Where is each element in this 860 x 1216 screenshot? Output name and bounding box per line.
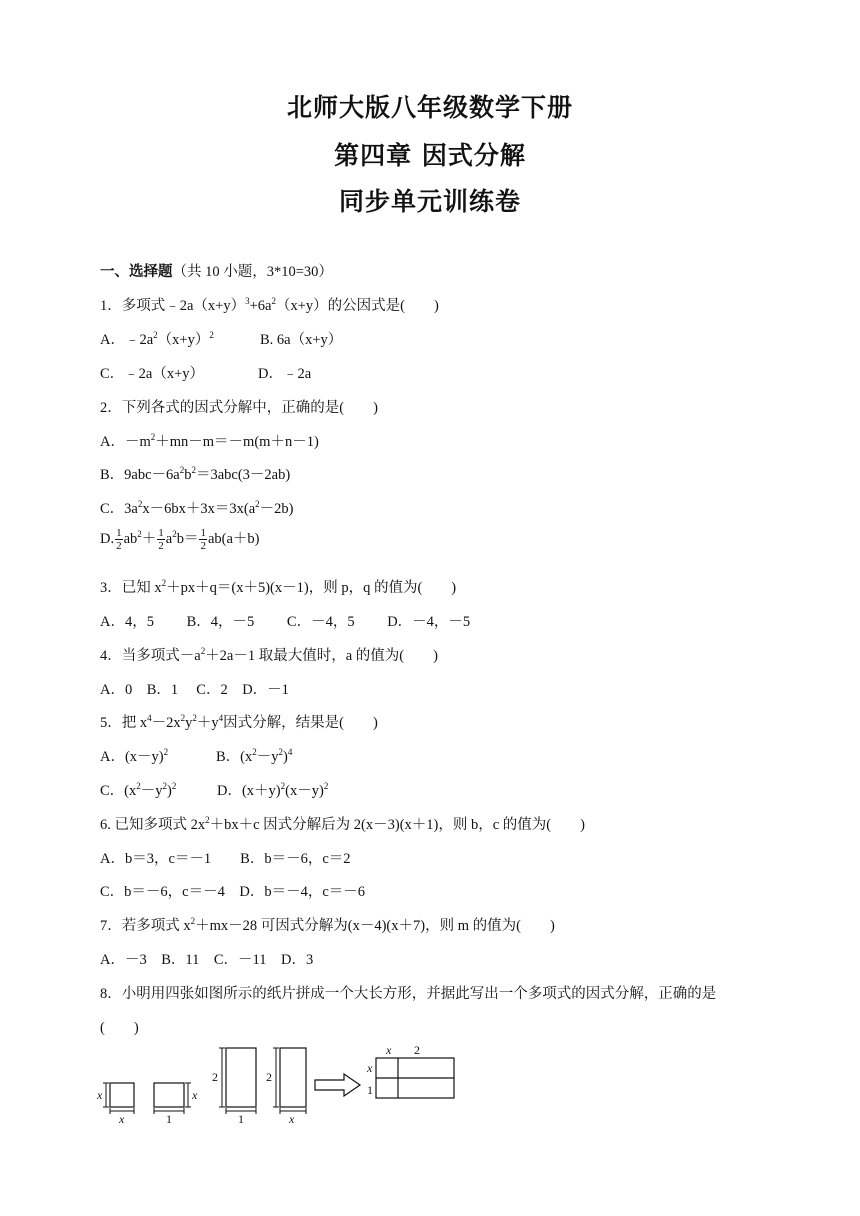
section-title: 一、选择题 bbox=[100, 264, 173, 280]
svg-text:x: x bbox=[192, 1088, 198, 1102]
question-5-options-cd: C．$(x^2-y^2)^2$ D．$(x+y)^2(x-y)^2$ bbox=[100, 781, 329, 799]
question-2-stem: 2．下列各式的因式分解中，正确的是( ) bbox=[100, 400, 378, 416]
square-piece-x-by-x bbox=[96, 1083, 134, 1124]
title-line-1: 北师大版八年级数学下册 bbox=[286, 93, 573, 122]
question-1-stem: 1．多项式$﹣2a(x+y)^3+6a^2(x+y)$的公因式是( ) bbox=[100, 296, 439, 314]
question-1-options-cd bbox=[100, 362, 312, 383]
title-line-3: 同步单元训练卷 bbox=[338, 187, 521, 216]
question-2-option-c: C．$3a^2x-6bx+3x=3x(a^2-2b)$ bbox=[100, 499, 294, 517]
rectangle-piece-2-by-x bbox=[266, 1048, 306, 1124]
question-7-options: A．－3 B．11 C．－11 D．3 bbox=[100, 952, 314, 968]
question-3-stem: 3．已知 $x^2+px+q=(x+5)(x-1)$，则 p，q 的值为( ) bbox=[100, 578, 457, 596]
svg-text:2: 2 bbox=[266, 1070, 272, 1084]
arrow-right-icon bbox=[315, 1074, 360, 1096]
question-8-stem: 8．小明用四张如图所示的纸片拼成一个大长方形，并据此写出一个多项式的因式分解，正确的是 bbox=[100, 986, 717, 1002]
svg-text:1: 1 bbox=[367, 1083, 373, 1097]
fraction-half: $\frac{1}{2}$ bbox=[116, 527, 122, 553]
option-a: A．﹣2a bbox=[100, 332, 154, 348]
question-8-paren: ( ) bbox=[100, 1020, 139, 1036]
question-6-options-ab: A．b＝3，c＝－1 B．b＝－6，c＝2 bbox=[100, 851, 351, 867]
question-2-option-b: B．$9abc-6a^2b^2=3abc(3-2ab)$ bbox=[100, 465, 291, 483]
question-5-options-ab: A．$(x-y)^2$ B．$(x^2-y^2)^4$ bbox=[100, 747, 293, 765]
svg-text:1: 1 bbox=[238, 1112, 244, 1124]
question-4-options: A．0 B．1 C．2 D．－1 bbox=[100, 682, 289, 698]
rectangle-piece-1-by-x bbox=[154, 1083, 198, 1124]
svg-text:2: 2 bbox=[414, 1043, 420, 1057]
option-c: C．﹣2a（x+y） bbox=[100, 366, 205, 382]
question-6-stem: 6. 已知多项式 $2x^2+bx+c$ 因式分解后为 2(x－3)(x＋1)，则 b，c 的值为( ) bbox=[100, 815, 585, 833]
question-1-options-ab: A．$﹣2a^2(x+y)^2$ B. 6a（x+y） bbox=[100, 328, 214, 349]
option-b: B. 6a（x+y） bbox=[260, 332, 343, 348]
svg-text:2: 2 bbox=[212, 1070, 218, 1084]
section-heading bbox=[100, 260, 333, 281]
svg-text:x: x bbox=[386, 1043, 392, 1057]
question-7-stem: 7．若多项式 $x^2+mx-28$ 可因式分解为(x－4)(x＋7)，则 m 的值为( ) bbox=[100, 916, 555, 934]
combined-rectangle bbox=[366, 1043, 454, 1098]
svg-text:x: x bbox=[289, 1112, 295, 1124]
section-note: （共 10 小题，3*10=30） bbox=[172, 264, 333, 280]
option-d: D．﹣2a bbox=[258, 366, 312, 382]
question-2-option-d: D. $\frac{1}{2}$ $ab^2+$ $\frac{1}{2}$ $a^2b=$ $\frac{1}{2}$ ab(a＋b) bbox=[100, 527, 260, 553]
svg-text:x: x bbox=[119, 1112, 125, 1124]
svg-text:x: x bbox=[367, 1061, 373, 1075]
paper-pieces-figure bbox=[96, 1038, 466, 1124]
svg-text:1: 1 bbox=[166, 1112, 172, 1124]
question-6-options-cd: C．b＝－6，c＝－4 D．b＝－4，c＝－6 bbox=[100, 884, 366, 900]
rectangle-piece-2-by-1 bbox=[212, 1048, 256, 1124]
title-line-2: 第四章 因式分解 bbox=[334, 141, 526, 170]
fraction-half: $\frac{1}{2}$ bbox=[158, 527, 164, 553]
question-5-stem: 5．把 $x^4-2x^2y^2+y^4$因式分解，结果是( ) bbox=[100, 713, 378, 731]
question-4-stem: 4．当多项式$-a^2+2a-1$ 取最大值时，a 的值为( ) bbox=[100, 646, 438, 664]
question-2-option-a: A．$-m^2+mn-m=-m(m+n-1)$ bbox=[100, 432, 319, 450]
svg-text:x: x bbox=[97, 1088, 103, 1102]
fraction-half: $\frac{1}{2}$ bbox=[200, 527, 206, 553]
question-3-options: A．4，5 B．4，－5 C．－4，5 D．－4，－5 bbox=[100, 614, 471, 630]
